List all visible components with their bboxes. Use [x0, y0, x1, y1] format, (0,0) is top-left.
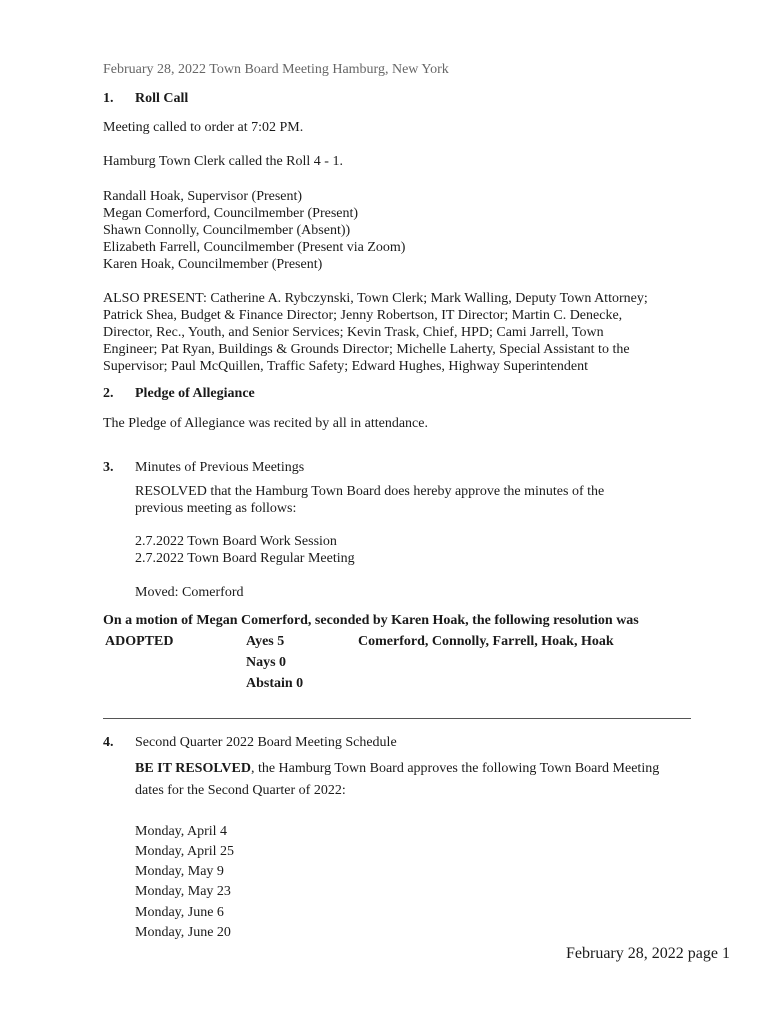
- attendee-line: Karen Hoak, Councilmember (Present): [103, 257, 323, 272]
- section-4-number: 4.: [103, 735, 114, 750]
- moved-by-text: Moved: Comerford: [135, 585, 244, 600]
- roll-call-text: Hamburg Town Clerk called the Roll 4 - 1.: [103, 154, 343, 169]
- adopted-label: ADOPTED: [105, 634, 174, 649]
- also-present-line: Director, Rec., Youth, and Senior Services; Kevin Trask, Chief, HPD; Cami Jarrell, Town: [103, 325, 604, 340]
- section-3-number: 3.: [103, 460, 114, 475]
- section-1-number: 1.: [103, 91, 114, 106]
- called-to-order-text: Meeting called to order at 7:02 PM.: [103, 120, 304, 135]
- also-present-line: Engineer; Pat Ryan, Buildings & Grounds Director; Michelle Laherty, Special Assistant to the: [103, 342, 630, 357]
- meeting-date: Monday, May 9: [135, 864, 224, 879]
- minutes-item: 2.7.2022 Town Board Regular Meeting: [135, 551, 355, 566]
- meeting-date: Monday, May 23: [135, 884, 231, 899]
- resolution-line: [135, 760, 659, 777]
- document-header: February 28, 2022 Town Board Meeting Hamburg, New York: [103, 62, 449, 77]
- page-footer: February 28, 2022 page 1: [566, 945, 730, 962]
- meeting-date: Monday, June 20: [135, 925, 231, 940]
- pledge-text: The Pledge of Allegiance was recited by all in attendance.: [103, 416, 428, 431]
- also-present-line: Supervisor; Paul McQuillen, Traffic Safety; Edward Hughes, Highway Superintendent: [103, 359, 589, 374]
- nays-count: Nays 0: [246, 655, 287, 670]
- section-1-title: Roll Call: [135, 91, 189, 106]
- be-it-resolved-label: BE IT RESOLVED: [135, 761, 251, 776]
- attendee-line: Megan Comerford, Councilmember (Present): [103, 206, 359, 221]
- motion-text: On a motion of Megan Comerford, seconded by Karen Hoak, the following resolution was: [103, 613, 639, 628]
- resolution-line: dates for the Second Quarter of 2022:: [135, 783, 346, 798]
- ayes-names: Comerford, Connolly, Farrell, Hoak, Hoak: [358, 634, 614, 649]
- attendee-line: Randall Hoak, Supervisor (Present): [103, 189, 303, 204]
- resolution-line: RESOLVED that the Hamburg Town Board does hereby approve the minutes of the: [135, 484, 605, 499]
- ayes-count: Ayes 5: [246, 634, 285, 649]
- minutes-item: 2.7.2022 Town Board Work Session: [135, 534, 337, 549]
- section-2-number: 2.: [103, 386, 114, 401]
- section-4-title: Second Quarter 2022 Board Meeting Schedule: [135, 735, 397, 750]
- also-present-line: ALSO PRESENT: Catherine A. Rybczynski, Town Clerk; Mark Walling, Deputy Town Attorney;: [103, 291, 648, 306]
- section-divider: [103, 718, 691, 719]
- resolution-text: , the Hamburg Town Board approves the following Town Board Meeting: [250, 761, 660, 776]
- meeting-date: Monday, June 6: [135, 905, 224, 920]
- attendee-line: Elizabeth Farrell, Councilmember (Present via Zoom): [103, 240, 406, 255]
- abstain-count: Abstain 0: [246, 676, 304, 691]
- resolution-line: previous meeting as follows:: [135, 501, 297, 516]
- section-2-title: Pledge of Allegiance: [135, 386, 255, 401]
- attendee-line: Shawn Connolly, Councilmember (Absent)): [103, 223, 351, 238]
- section-3-title: Minutes of Previous Meetings: [135, 460, 305, 475]
- meeting-date: Monday, April 4: [135, 824, 228, 839]
- meeting-date: Monday, April 25: [135, 844, 235, 859]
- also-present-line: Patrick Shea, Budget & Finance Director; Jenny Robertson, IT Director; Martin C. Denecke,: [103, 308, 623, 323]
